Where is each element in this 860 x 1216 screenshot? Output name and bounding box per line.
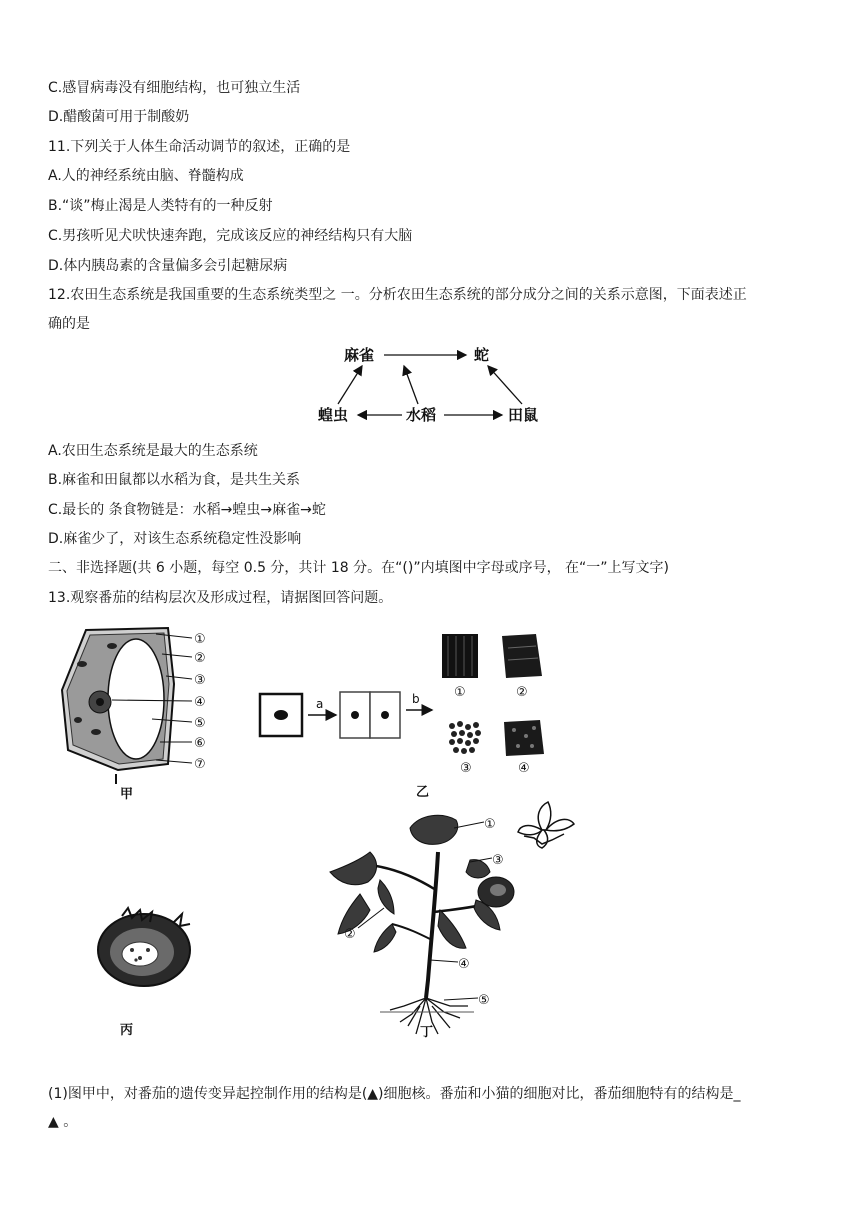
tissue-2 bbox=[502, 634, 542, 678]
ding-label-2: ② bbox=[344, 927, 356, 942]
q11-option-c: C.男孩听见犬吠快速奔跑，完成该反应的神经结构只有大脑 bbox=[48, 228, 413, 244]
ding-label-4: ④ bbox=[458, 957, 470, 972]
vacuole bbox=[108, 639, 164, 759]
ding-label-3: ③ bbox=[492, 853, 504, 868]
jia-label-5: ⑤ bbox=[194, 716, 206, 731]
q11-option-b: B.“谈”梅止渴是人类特有的一种反射 bbox=[48, 198, 273, 214]
q10-option-d: D.醋酸菌可用于制酸奶 bbox=[48, 109, 190, 125]
q12-stem-line2: 确的是 bbox=[48, 316, 90, 332]
chloroplast bbox=[77, 661, 87, 667]
yi-label-2: ② bbox=[516, 685, 528, 700]
stem bbox=[426, 852, 438, 998]
figure-yi-cell-division bbox=[256, 630, 566, 800]
section-2-header: 二、非选择题(共 6 小题，每空 0.5 分，共计 18 分。在“()”内填图中字母或序号， 在“一”上写文字) bbox=[48, 560, 669, 576]
figure-jia-plant-cell bbox=[56, 624, 226, 804]
figure-bing-caption: 丙 bbox=[120, 1023, 134, 1036]
q13-part1-line2: ▲ 。 bbox=[48, 1114, 78, 1130]
tissue-4 bbox=[504, 720, 544, 756]
figure-yi-caption: 乙 bbox=[416, 785, 430, 800]
ding-label-1: ① bbox=[484, 817, 496, 832]
jia-label-7: ⑦ bbox=[194, 757, 206, 772]
flower bbox=[518, 802, 574, 848]
yi-label-3: ③ bbox=[460, 761, 472, 776]
yi-label-1: ① bbox=[454, 685, 466, 700]
q12-option-d: D.麻雀少了，对该生态系统稳定性没影响 bbox=[48, 531, 302, 547]
arrow-rice-sparrow bbox=[404, 366, 418, 404]
q12-option-a: A.农田生态系统是最大的生态系统 bbox=[48, 443, 258, 459]
q13-part1-line1: (1)图甲中，对番茄的遗传变异起控制作用的结构是(▲)细胞核。番茄和小猫的细胞对比，番茄细胞特有的结构是_ bbox=[48, 1086, 741, 1102]
food-web-diagram bbox=[300, 336, 560, 436]
q12-stem-line1: 12.农田生态系统是我国重要的生态系统类型之 一。分析农田生态系统的部分成分之间的关系示意图，下面表述正 bbox=[48, 287, 747, 303]
jia-label-3: ③ bbox=[194, 673, 206, 688]
q12-option-c: C.最长的 条食物链是：水稻→蝗虫→麻雀→蛇 bbox=[48, 502, 326, 518]
fruit-cavity bbox=[122, 942, 158, 966]
q13-stem: 13.观察番茄的结构层次及形成过程，请据图回答问题。 bbox=[48, 590, 393, 606]
food-web-sparrow: 麻雀 bbox=[344, 346, 375, 364]
yi-label-4: ④ bbox=[518, 761, 530, 776]
tissue-3 bbox=[449, 721, 481, 754]
q10-option-c: C.感冒病毒没有细胞结构，也可独立生活 bbox=[48, 80, 301, 96]
arrow-locust-sparrow bbox=[338, 366, 362, 404]
food-web-snake: 蛇 bbox=[474, 346, 490, 364]
food-web-rice: 水稻 bbox=[406, 406, 437, 424]
jia-label-2: ② bbox=[194, 651, 206, 666]
food-web-field-mouse: 田鼠 bbox=[508, 406, 539, 424]
arrow-b-label: b bbox=[412, 692, 420, 706]
food-web-locust: 蝗虫 bbox=[318, 406, 349, 424]
jia-label-1: ① bbox=[194, 632, 206, 647]
q12-option-b: B.麻雀和田鼠都以水稻为食，是共生关系 bbox=[48, 472, 301, 488]
ding-label-5: ⑤ bbox=[478, 993, 490, 1008]
figure-ding-caption: 丁 bbox=[420, 1025, 434, 1040]
tissue-1 bbox=[442, 634, 478, 678]
figure-bing-tomato-fruit bbox=[92, 900, 202, 1036]
figure-jia-caption: 甲 bbox=[120, 787, 134, 802]
q11-option-a: A.人的神经系统由脑、脊髓构成 bbox=[48, 168, 244, 184]
figure-ding-tomato-plant bbox=[320, 800, 590, 1042]
jia-label-6: ⑥ bbox=[194, 736, 206, 751]
q11-stem: 11.下列关于人体生命活动调节的叙述，正确的是 bbox=[48, 139, 351, 155]
jia-label-4: ④ bbox=[194, 695, 206, 710]
arrow-a-label: a bbox=[316, 697, 324, 711]
q11-option-d: D.体内胰岛素的含量偏多会引起糖尿病 bbox=[48, 258, 288, 274]
arrow-mouse-snake bbox=[488, 366, 522, 404]
